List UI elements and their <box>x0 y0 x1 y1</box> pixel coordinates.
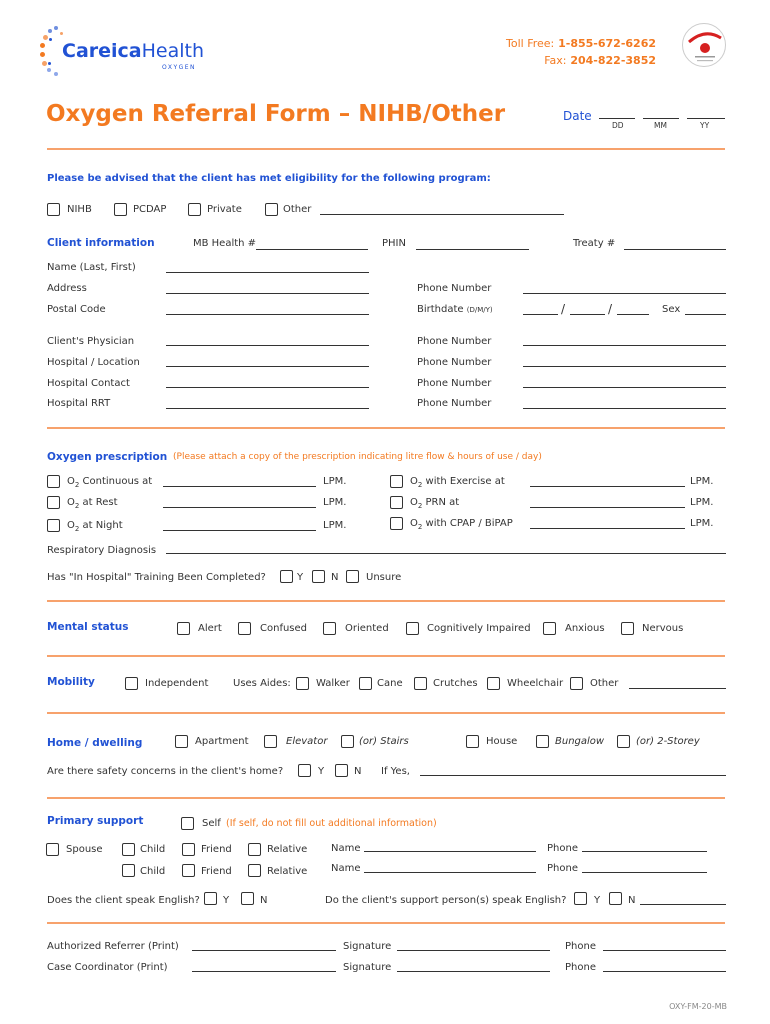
if-yes-label: If Yes, <box>381 766 410 777</box>
support-name-label: Name <box>331 843 361 854</box>
coordinator-phone-label: Phone <box>565 962 596 973</box>
mental-cognitive-checkbox[interactable] <box>406 622 419 635</box>
logo-sub: Health <box>141 40 205 62</box>
english-y-checkbox[interactable] <box>204 892 217 905</box>
aide-cane-label: Cane <box>377 678 403 689</box>
divider <box>47 148 725 150</box>
date-dd-hint: DD <box>612 121 624 130</box>
birth-year-field[interactable] <box>617 314 649 315</box>
support-child-label: Child <box>140 844 166 855</box>
sex-field[interactable] <box>685 314 726 315</box>
divider <box>47 427 725 429</box>
birthdate-label <box>417 304 493 315</box>
lpm-label: LPM. <box>690 476 714 487</box>
divider <box>47 922 725 924</box>
mental-alert-label: Alert <box>198 623 222 634</box>
training-y-checkbox[interactable] <box>280 570 293 583</box>
hospital-contact-field[interactable] <box>166 387 369 388</box>
o2-exercise-field[interactable] <box>530 486 685 487</box>
support-child2-label: Child <box>140 866 166 877</box>
mental-nervous-checkbox[interactable] <box>621 622 634 635</box>
mental-oriented-checkbox[interactable] <box>323 622 336 635</box>
hospital-location-phone-field[interactable] <box>523 366 726 367</box>
resp-diag-field[interactable] <box>166 553 726 554</box>
support-name2-label: Name <box>331 863 361 874</box>
address-field[interactable] <box>166 293 369 294</box>
form-code: OXY-FM-20-MB <box>669 1002 727 1011</box>
support-english-question: Do the client's support person(s) speak English? <box>325 895 567 906</box>
support-english-n-label: N <box>628 895 636 906</box>
support-child2-checkbox[interactable] <box>122 864 135 877</box>
referrer-signature-label: Signature <box>343 941 392 952</box>
support-relative-checkbox[interactable] <box>248 843 261 856</box>
support-english-y-label: Y <box>594 895 601 906</box>
divider <box>47 712 725 714</box>
home-house-checkbox[interactable] <box>466 735 479 748</box>
referrer-field[interactable] <box>192 950 336 951</box>
birth-slash: / <box>608 302 613 316</box>
lpm-label: LPM. <box>690 518 714 529</box>
birth-month-field[interactable] <box>570 314 605 315</box>
home-stairs-checkbox[interactable] <box>341 735 354 748</box>
mb-health-label: MB Health # <box>193 238 257 249</box>
mb-health-field[interactable] <box>256 249 368 250</box>
home-elevator-label: Elevator <box>286 736 328 747</box>
home-bungalow-checkbox[interactable] <box>536 735 549 748</box>
oxygen-heading: Oxygen prescription <box>47 451 168 463</box>
hospital-contact-phone-field[interactable] <box>523 387 726 388</box>
program-nihb-checkbox[interactable] <box>47 203 60 216</box>
support-relative2-label: Relative <box>267 866 308 877</box>
support-friend-label: Friend <box>201 844 232 855</box>
aide-walker-checkbox[interactable] <box>296 677 309 690</box>
phone-field[interactable] <box>523 293 726 294</box>
birthdate-format: (D/M/Y) <box>466 306 493 314</box>
mobility-independent-checkbox[interactable] <box>125 677 138 690</box>
support-name-field[interactable] <box>364 851 536 852</box>
hospital-rrt-phone-field[interactable] <box>523 408 726 409</box>
program-nihb-label: NIHB <box>67 204 92 215</box>
physician-phone-label: Phone Number <box>417 336 492 347</box>
support-self-note: (If self, do not fill out additional information) <box>226 818 437 829</box>
english-y-label: Y <box>223 895 230 906</box>
date-dd-field[interactable] <box>599 118 635 119</box>
tollfree <box>506 37 656 50</box>
o2-night-label: $O_2$ at Night <box>67 520 123 533</box>
lpm-label: LPM. <box>323 497 347 508</box>
program-notice: Please be advised that the client has met eligibility for the following program: <box>47 173 491 184</box>
date-label: Date <box>563 109 592 123</box>
hospital-rrt-field[interactable] <box>166 408 369 409</box>
aide-walker-label: Walker <box>316 678 350 689</box>
aide-wheelchair-checkbox[interactable] <box>487 677 500 690</box>
client-heading: Client information <box>47 237 155 249</box>
logo-mark <box>40 26 64 78</box>
training-n-checkbox[interactable] <box>312 570 325 583</box>
safety-y-checkbox[interactable] <box>298 764 311 777</box>
coordinator-phone-field[interactable] <box>603 971 726 972</box>
program-private-checkbox[interactable] <box>188 203 201 216</box>
program-pcdap-checkbox[interactable] <box>114 203 127 216</box>
referrer-phone-label: Phone <box>565 941 596 952</box>
name-field[interactable] <box>166 272 369 273</box>
fax <box>544 54 656 67</box>
mental-nervous-label: Nervous <box>642 623 684 634</box>
o2-exercise-label: $O_2$ with Exercise at <box>410 476 505 489</box>
o2-prn-label: $O_2$ PRN at <box>410 497 460 510</box>
o2-exercise-checkbox[interactable] <box>390 475 403 488</box>
o2-cpap-label: $O_2$ with CPAP / BiPAP <box>410 518 513 531</box>
support-spouse-label: Spouse <box>66 844 103 855</box>
safety-n-label: N <box>354 766 362 777</box>
mental-anxious-label: Anxious <box>565 623 605 634</box>
aide-crutches-checkbox[interactable] <box>414 677 427 690</box>
training-unsure-checkbox[interactable] <box>346 570 359 583</box>
support-spouse-checkbox[interactable] <box>46 843 59 856</box>
support-english-n-checkbox[interactable] <box>609 892 622 905</box>
mental-anxious-checkbox[interactable] <box>543 622 556 635</box>
accreditation-seal <box>682 23 726 67</box>
o2-prn-checkbox[interactable] <box>390 496 403 509</box>
support-phone2-field[interactable] <box>582 872 707 873</box>
mobility-independent-label: Independent <box>145 678 209 689</box>
logo-wordmark <box>62 40 204 62</box>
fax-label: Fax: <box>544 54 567 67</box>
date-mm-hint: MM <box>654 121 667 130</box>
home-bungalow-label: Bungalow <box>555 736 605 747</box>
birthdate-text: Birthdate <box>417 304 464 315</box>
sex-label: Sex <box>662 304 681 315</box>
physician-field[interactable] <box>166 345 369 346</box>
support-friend2-label: Friend <box>201 866 232 877</box>
o2-rest-field[interactable] <box>163 507 316 508</box>
mental-alert-checkbox[interactable] <box>177 622 190 635</box>
referrer-phone-field[interactable] <box>603 950 726 951</box>
uses-aides-label: Uses Aides: <box>233 678 291 689</box>
support-heading: Primary support <box>47 815 144 827</box>
hospital-location-field[interactable] <box>166 366 369 367</box>
lpm-label: LPM. <box>323 520 347 531</box>
aide-cane-checkbox[interactable] <box>359 677 372 690</box>
coordinator-label: Case Coordinator (Print) <box>47 962 168 973</box>
lpm-label: LPM. <box>323 476 347 487</box>
page-title: Oxygen Referral Form – NIHB/Other <box>46 101 506 127</box>
treaty-field[interactable] <box>624 249 726 250</box>
home-2storey-checkbox[interactable] <box>617 735 630 748</box>
name-label: Name (Last, First) <box>47 262 136 273</box>
home-elevator-checkbox[interactable] <box>264 735 277 748</box>
support-name2-field[interactable] <box>364 872 536 873</box>
program-other-field[interactable] <box>320 214 564 215</box>
program-pcdap-label: PCDAP <box>133 204 167 215</box>
safety-details-field[interactable] <box>420 775 726 776</box>
support-friend-checkbox[interactable] <box>182 843 195 856</box>
home-apartment-label: Apartment <box>195 736 249 747</box>
coordinator-signature-label: Signature <box>343 962 392 973</box>
birth-day-field[interactable] <box>523 314 558 315</box>
tollfree-number: 1-855-672-6262 <box>558 37 656 50</box>
aide-other-field[interactable] <box>629 688 726 689</box>
o2-continuous-checkbox[interactable] <box>47 475 60 488</box>
mental-heading: Mental status <box>47 621 129 633</box>
oxygen-note: (Please attach a copy of the prescription indicating litre flow & hours of use / day) <box>173 452 542 462</box>
english-question: Does the client speak English? <box>47 895 200 906</box>
safety-y-label: Y <box>318 766 325 777</box>
program-other-label: Other <box>283 204 312 215</box>
o2-cpap-checkbox[interactable] <box>390 517 403 530</box>
support-self-checkbox[interactable] <box>181 817 194 830</box>
divider <box>47 797 725 799</box>
home-house-label: House <box>486 736 518 747</box>
divider <box>47 600 725 602</box>
referrer-signature-field[interactable] <box>397 950 550 951</box>
mental-oriented-label: Oriented <box>345 623 389 634</box>
safety-n-checkbox[interactable] <box>335 764 348 777</box>
phin-field[interactable] <box>416 249 529 250</box>
date-yy-field[interactable] <box>687 118 725 119</box>
o2-night-checkbox[interactable] <box>47 519 60 532</box>
mobility-heading: Mobility <box>47 676 95 688</box>
referrer-label: Authorized Referrer (Print) <box>47 941 179 952</box>
coordinator-signature-field[interactable] <box>397 971 550 972</box>
divider <box>47 655 725 657</box>
support-self-label: Self <box>202 818 221 829</box>
phin-label: PHIN <box>382 238 406 249</box>
support-phone2-label: Phone <box>547 863 578 874</box>
support-phone-field[interactable] <box>582 851 707 852</box>
support-relative2-checkbox[interactable] <box>248 864 261 877</box>
postal-field[interactable] <box>166 314 369 315</box>
tollfree-label: Toll Free: <box>506 37 555 50</box>
o2-night-field[interactable] <box>163 530 316 531</box>
logo-main: Careica <box>62 40 142 62</box>
date-mm-field[interactable] <box>643 118 679 119</box>
resp-diag-label: Respiratory Diagnosis <box>47 545 157 556</box>
support-relative-label: Relative <box>267 844 308 855</box>
address-label: Address <box>47 283 87 294</box>
coordinator-field[interactable] <box>192 971 336 972</box>
english-n-checkbox[interactable] <box>241 892 254 905</box>
aide-wheelchair-label: Wheelchair <box>507 678 564 689</box>
home-heading: Home / dwelling <box>47 737 143 749</box>
lpm-label: LPM. <box>690 497 714 508</box>
training-question: Has "In Hospital" Training Been Completed? <box>47 572 266 583</box>
date-yy-hint: YY <box>700 121 710 130</box>
birth-slash: / <box>561 302 566 316</box>
support-phone-label: Phone <box>547 843 578 854</box>
o2-rest-checkbox[interactable] <box>47 496 60 509</box>
aide-crutches-label: Crutches <box>433 678 478 689</box>
hospital-contact-label: Hospital Contact <box>47 378 130 389</box>
home-2storey-label: (or) 2-Storey <box>636 736 700 747</box>
training-y-label: Y <box>297 572 304 583</box>
mental-confused-checkbox[interactable] <box>238 622 251 635</box>
o2-rest-label: $O_2$ at Rest <box>67 497 118 510</box>
training-n-label: N <box>331 572 339 583</box>
o2-cpap-field[interactable] <box>530 528 685 529</box>
treaty-label: Treaty # <box>573 238 616 249</box>
hospital-rrt-label: Hospital RRT <box>47 398 111 409</box>
fax-number: 204-822-3852 <box>570 54 656 67</box>
postal-label: Postal Code <box>47 304 106 315</box>
logo-tag: OXYGEN <box>162 64 197 71</box>
training-unsure-label: Unsure <box>366 572 402 583</box>
o2-continuous-label: $O_2$ Continuous at <box>67 476 153 489</box>
phone-label: Phone Number <box>417 283 492 294</box>
physician-label: Client's Physician <box>47 336 135 347</box>
support-english-y-checkbox[interactable] <box>574 892 587 905</box>
support-child-checkbox[interactable] <box>122 843 135 856</box>
program-private-label: Private <box>207 204 242 215</box>
mental-cognitive-label: Cognitively Impaired <box>427 623 531 634</box>
mental-confused-label: Confused <box>260 623 308 634</box>
english-n-label: N <box>260 895 268 906</box>
hospital-contact-phone-label: Phone Number <box>417 378 492 389</box>
program-other-checkbox[interactable] <box>265 203 278 216</box>
support-friend2-checkbox[interactable] <box>182 864 195 877</box>
aide-other-checkbox[interactable] <box>570 677 583 690</box>
aide-other-label: Other <box>590 678 619 689</box>
hospital-location-phone-label: Phone Number <box>417 357 492 368</box>
hospital-location-label: Hospital / Location <box>47 357 140 368</box>
home-stairs-label: (or) Stairs <box>359 736 409 747</box>
support-english-field[interactable] <box>640 904 726 905</box>
safety-question: Are there safety concerns in the client's home? <box>47 766 284 777</box>
physician-phone-field[interactable] <box>523 345 726 346</box>
o2-continuous-field[interactable] <box>163 486 316 487</box>
hospital-rrt-phone-label: Phone Number <box>417 398 492 409</box>
home-apartment-checkbox[interactable] <box>175 735 188 748</box>
o2-prn-field[interactable] <box>530 507 685 508</box>
